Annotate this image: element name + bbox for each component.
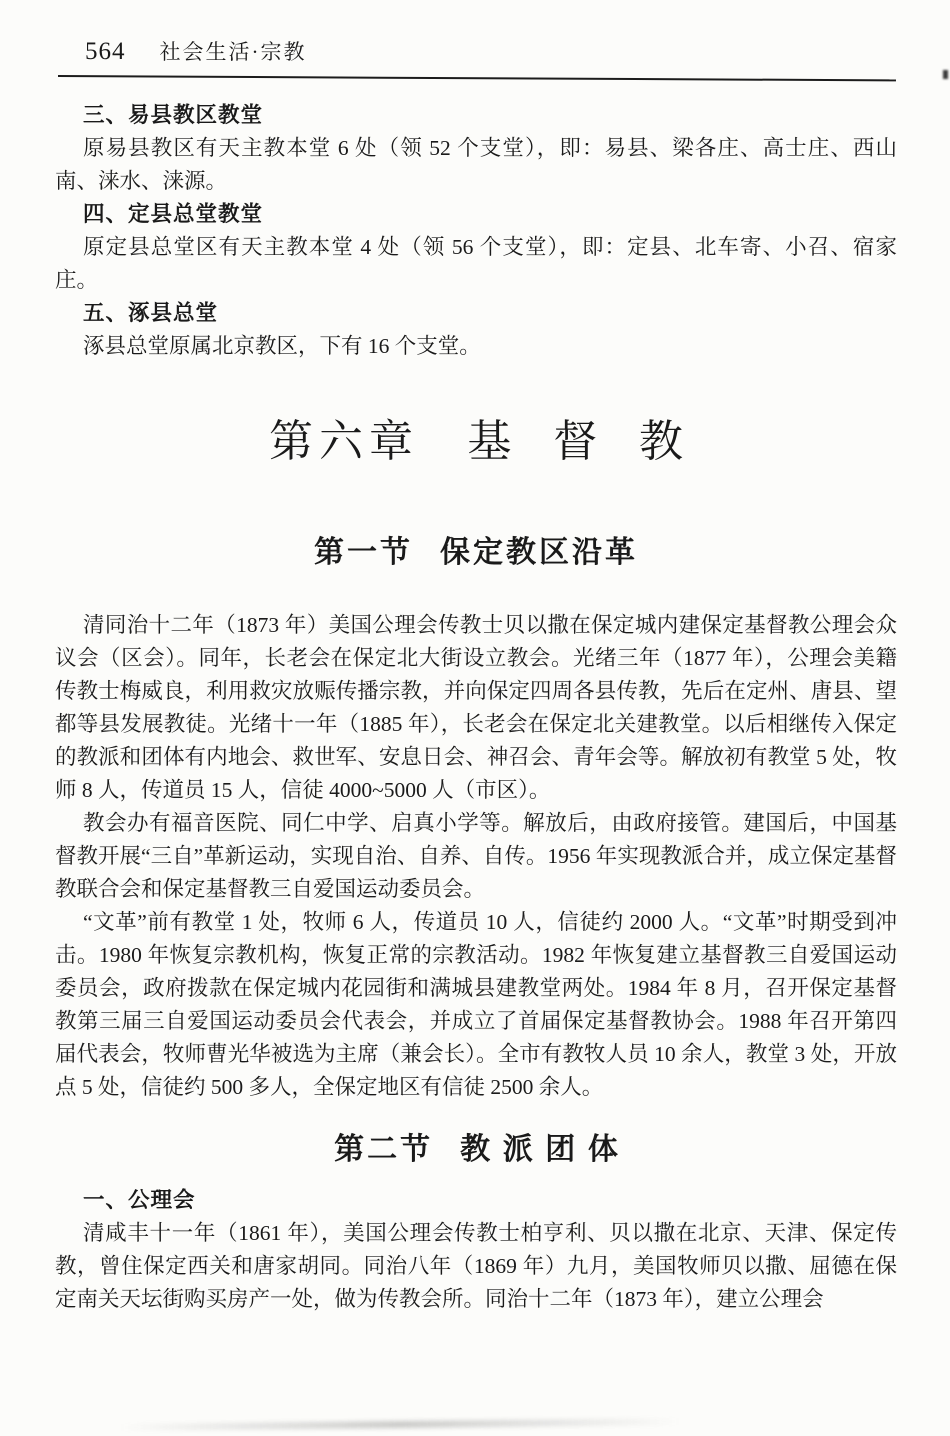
- header-rule: [58, 75, 896, 81]
- section-2-title: [55, 1130, 897, 1170]
- chapter-title: [55, 415, 897, 469]
- section-1-paragraph: 教会办有福音医院、同仁中学、启真小学等。解放后，由政府接管。建国后，中国基督教开展“三自”革新运动，实现自治、自养、自传。1956 年实现教派合并，成立保定基督教联合会和保定基督教三自爱国运动委员会。: [55, 811, 897, 901]
- top-section-yixian: [55, 99, 897, 198]
- scanned-book-page: [0, 36, 950, 1436]
- section-1-label: 第一节: [314, 536, 413, 569]
- section-1-paragraph: 清同治十二年（1873 年）美国公理会传教士贝以撒在保定城内建保定基督教公理会众议会（区会）。同年，长老会在保定北大街设立教会。光绪三年（1877 年），公理会美籍传教士梅威良，利用救灾放赈传播宗教，并向保定四周各县传教，先后在定州、唐县、望都等县发展教徒。光绪十一年（1885 年），长老会在保定北关建教堂。以后相继传入保定的教派和团体有内地会、救世军、安息日会、神召会、青年会等。解放初有教堂 5 处，牧师 8 人，传道员 15 人，信徒 4000~5000 人（市区）。: [55, 613, 897, 802]
- subsection-heading: 三、易县教区教堂: [83, 103, 264, 127]
- subsection-heading: 四、定县总堂教堂: [83, 202, 264, 226]
- top-section-dingxian: [55, 198, 897, 297]
- section-2-paragraph: 清咸丰十一年（1861 年），美国公理会传教士柏亨利、贝以撒在北京、天津、保定传教，曾住保定西关和唐家胡同。同治八年（1869 年）九月，美国牧师贝以撒、屈德在保定南关天坛街购买房产一处，做为传教会所。同治十二年（1873 年），建立公理会: [55, 1221, 897, 1311]
- page-body: [55, 99, 897, 1316]
- chapter-label: 第六章: [269, 417, 419, 466]
- section-2-label: 第二节: [334, 1133, 434, 1166]
- page-header: [85, 36, 950, 66]
- running-title: 社会生活·宗教: [159, 40, 307, 64]
- subsection-paragraph: 原易县教区有天主教本堂 6 处（领 52 个支堂），即：易县、梁各庄、高士庄、西山南、涞水、涞源。: [55, 136, 897, 193]
- scan-smudge-artifact: [120, 1418, 680, 1431]
- subsection-paragraph: 涿县总堂原属北京教区，下有 16 个支堂。: [83, 334, 481, 358]
- chapter-name: 基督教: [467, 417, 725, 466]
- subsection-heading-gonglihui: 一、公理会: [83, 1188, 196, 1212]
- subsection-paragraph: 原定县总堂区有天主教本堂 4 处（领 56 个支堂），即：定县、北车寄、小召、宿家庄。: [55, 235, 897, 292]
- scan-edge-artifact: [943, 70, 948, 79]
- page-number: 564: [85, 38, 126, 65]
- top-section-zhuoxian: [55, 297, 897, 363]
- section-1-name: 保定教区沿革: [440, 536, 638, 569]
- section-2-name: 教派团体: [460, 1133, 631, 1166]
- section-1-title: [55, 533, 897, 573]
- subsection-heading: 五、涿县总堂: [83, 301, 219, 325]
- section-1-paragraph: “文革”前有教堂 1 处，牧师 6 人，传道员 10 人，信徒约 2000 人。“文革”时期受到冲击。1980 年恢复宗教机构，恢复正常的宗教活动。1982 年恢复建立基督教三自爱国运动委员会，政府拨款在保定城内花园街和满城县建教堂两处。1984 年 8 月，召开保定基督教第三届三自爱国运动委员会代表会，并成立了首届保定基督教协会。1988 年召开第四届代表会，牧师曹光华被选为主席（兼会长）。全市有教牧人员 10 余人，教堂 3 处，开放点 5 处，信徒约 500 多人，全保定地区有信徒 2500 余人。: [55, 910, 897, 1099]
